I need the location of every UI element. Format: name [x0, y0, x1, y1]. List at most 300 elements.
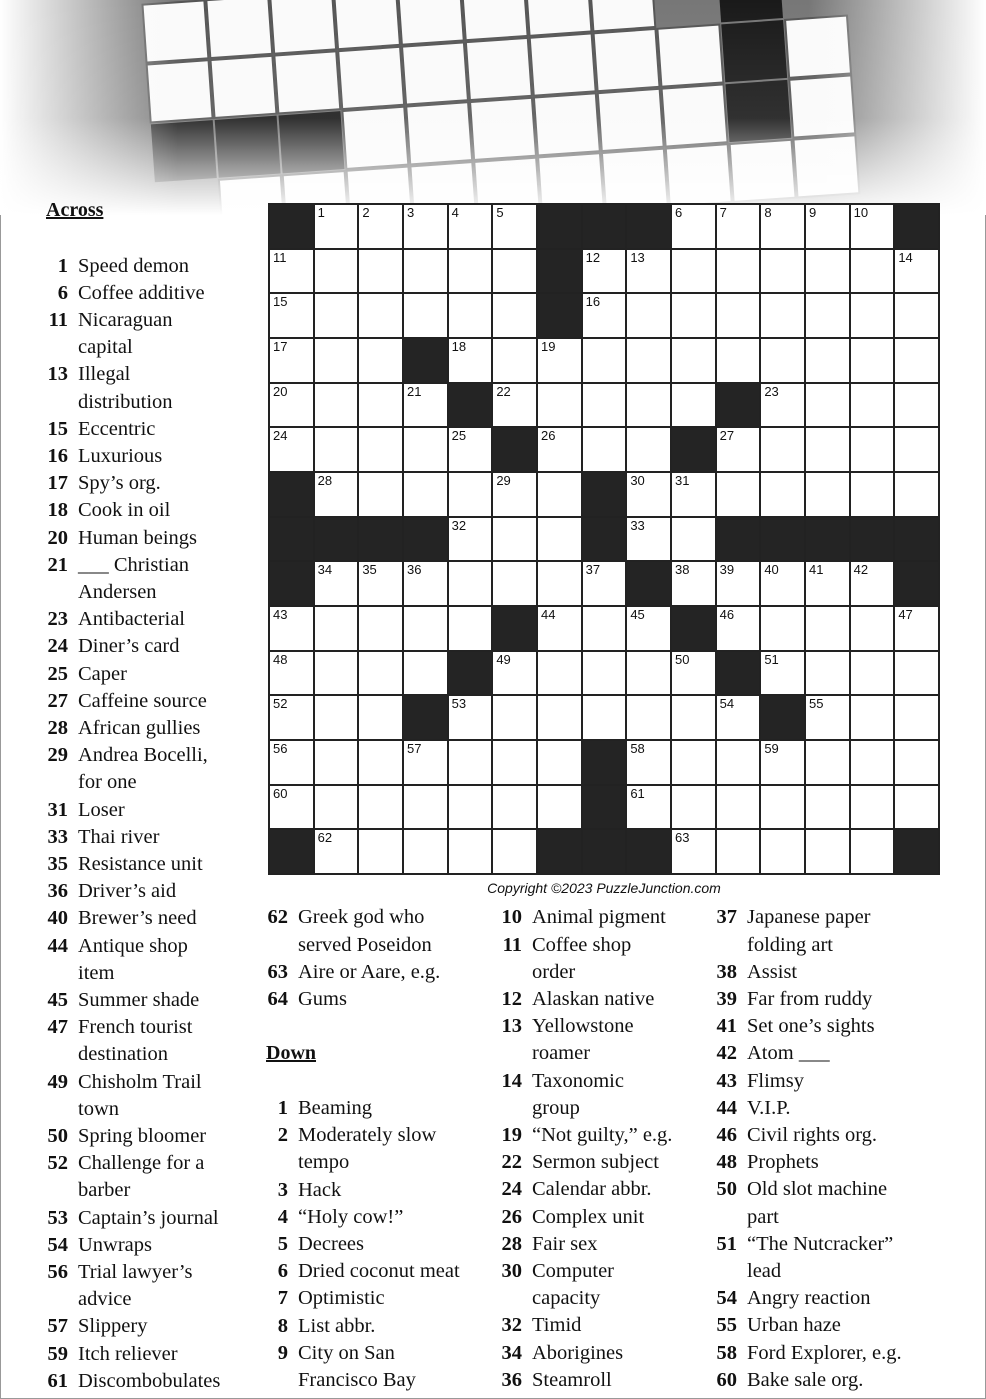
- grid-cell[interactable]: [672, 652, 715, 695]
- grid-cell[interactable]: [359, 473, 402, 516]
- grid-cell[interactable]: [627, 786, 670, 829]
- clue-text: Cook in oil: [78, 499, 171, 522]
- clue-text: “The Nutcracker”: [747, 1232, 894, 1255]
- grid-cell[interactable]: [627, 696, 670, 739]
- grid-cell[interactable]: [895, 428, 938, 471]
- black-square: [895, 518, 938, 561]
- cell-number: 26: [541, 428, 556, 444]
- grid-cell[interactable]: [806, 830, 849, 873]
- grid-cell[interactable]: [583, 696, 626, 739]
- grid-cell[interactable]: [315, 696, 358, 739]
- clue-number: 26: [501, 1205, 522, 1228]
- grid-cell[interactable]: [627, 339, 670, 382]
- clue-text: capacity: [532, 1287, 601, 1310]
- grid-cell[interactable]: [851, 607, 894, 650]
- cell-number: 2: [362, 205, 370, 220]
- grid-cell[interactable]: [761, 205, 804, 248]
- black-square: [583, 518, 626, 561]
- grid-cell[interactable]: [449, 339, 492, 382]
- grid-cell[interactable]: [359, 696, 402, 739]
- grid-cell[interactable]: [315, 830, 358, 873]
- clue-number: 6: [277, 1260, 288, 1283]
- grid-cell[interactable]: [493, 562, 536, 605]
- grid-cell[interactable]: [359, 428, 402, 471]
- grid-cell[interactable]: [895, 607, 938, 650]
- grid-cell[interactable]: [270, 384, 313, 427]
- grid-cell[interactable]: [806, 652, 849, 695]
- clue-number: 38: [716, 960, 737, 983]
- cell-number: 13: [630, 249, 645, 265]
- clue-text: List abbr.: [298, 1314, 376, 1337]
- grid-cell[interactable]: [761, 473, 804, 516]
- clue-text: capital: [78, 336, 133, 359]
- grid-cell[interactable]: [851, 428, 894, 471]
- clue-number: 37: [716, 906, 737, 929]
- grid-cell[interactable]: [449, 607, 492, 650]
- grid-cell[interactable]: [895, 696, 938, 739]
- black-square: [270, 473, 313, 516]
- grid-cell[interactable]: [359, 339, 402, 382]
- black-square: [895, 562, 938, 605]
- grid-cell[interactable]: [806, 428, 849, 471]
- black-square: [583, 830, 626, 873]
- grid-cell[interactable]: [895, 384, 938, 427]
- grid-cell[interactable]: [583, 294, 626, 337]
- grid-cell[interactable]: [538, 339, 581, 382]
- grid-cell[interactable]: [851, 741, 894, 784]
- grid-cell[interactable]: [806, 696, 849, 739]
- clue-text: Taxonomic: [532, 1069, 624, 1092]
- grid-cell[interactable]: [672, 830, 715, 873]
- cell-number: 60: [273, 785, 288, 801]
- grid-cell[interactable]: [717, 696, 760, 739]
- clue-number: 25: [47, 662, 68, 685]
- black-square: [627, 830, 670, 873]
- grid-cell[interactable]: [359, 786, 402, 829]
- grid-cell[interactable]: [627, 741, 670, 784]
- clue-number: 21: [47, 553, 68, 576]
- grid-cell[interactable]: [761, 741, 804, 784]
- clue-text: Steamroll: [532, 1368, 612, 1391]
- grid-cell[interactable]: [449, 428, 492, 471]
- clue-text: Slippery: [78, 1315, 148, 1338]
- grid-cell[interactable]: [359, 294, 402, 337]
- clue-text: Antibacterial: [78, 608, 186, 631]
- clue-number: 43: [716, 1069, 737, 1092]
- black-square: [851, 518, 894, 561]
- clue-text: Diner’s card: [78, 635, 180, 658]
- clue-number: 27: [47, 689, 68, 712]
- grid-cell[interactable]: [404, 473, 447, 516]
- grid-cell[interactable]: [627, 428, 670, 471]
- grid-cell[interactable]: [672, 250, 715, 293]
- grid-cell[interactable]: [315, 250, 358, 293]
- grid-cell[interactable]: [627, 607, 670, 650]
- grid-cell[interactable]: [627, 518, 670, 561]
- clue-text: Challenge for a: [78, 1152, 205, 1175]
- grid-cell[interactable]: [493, 696, 536, 739]
- grid-cell[interactable]: [717, 562, 760, 605]
- clue-text: folding art: [747, 933, 833, 956]
- grid-cell[interactable]: [717, 830, 760, 873]
- grid-cell[interactable]: [449, 830, 492, 873]
- grid-cell[interactable]: [538, 384, 581, 427]
- grid-cell[interactable]: [717, 250, 760, 293]
- grid-cell[interactable]: [359, 562, 402, 605]
- cell-number: 57: [407, 741, 422, 756]
- grid-cell[interactable]: [359, 205, 402, 248]
- cell-number: 17: [273, 339, 288, 354]
- cell-number: 12: [585, 249, 601, 265]
- clue-number: 53: [47, 1206, 68, 1229]
- grid-cell[interactable]: [672, 696, 715, 739]
- clue-number: 61: [47, 1369, 68, 1392]
- grid-cell[interactable]: [270, 741, 313, 784]
- black-square: [404, 518, 447, 561]
- black-square: [627, 205, 670, 248]
- cell-number: 55: [809, 696, 824, 712]
- grid-cell[interactable]: [404, 250, 447, 293]
- grid-cell[interactable]: [493, 830, 536, 873]
- grid-cell[interactable]: [538, 518, 581, 561]
- grid-cell[interactable]: [449, 741, 492, 784]
- clue-text: destination: [78, 1043, 168, 1066]
- grid-cell[interactable]: [538, 696, 581, 739]
- clue-text: Andersen: [78, 580, 157, 603]
- grid-cell[interactable]: [851, 473, 894, 516]
- grid-cell[interactable]: [449, 786, 492, 829]
- grid-cell[interactable]: [627, 384, 670, 427]
- grid-cell[interactable]: [761, 384, 804, 427]
- cell-number: 6: [675, 205, 683, 220]
- grid-cell[interactable]: [449, 473, 492, 516]
- copyright: Copyright ©2023 PuzzleJunction.com: [487, 880, 721, 896]
- grid-cell[interactable]: [493, 339, 536, 382]
- cell-number: 46: [719, 607, 735, 622]
- grid-cell[interactable]: [359, 384, 402, 427]
- grid-cell[interactable]: [851, 830, 894, 873]
- grid-cell[interactable]: [315, 384, 358, 427]
- grid-cell[interactable]: [672, 562, 715, 605]
- grid-cell[interactable]: [404, 652, 447, 695]
- grid-cell[interactable]: [583, 384, 626, 427]
- grid-cell[interactable]: [717, 428, 760, 471]
- grid-cell[interactable]: [717, 741, 760, 784]
- grid-cell[interactable]: [538, 562, 581, 605]
- clue-number: 11: [48, 309, 68, 331]
- black-square: [270, 205, 313, 248]
- grid-cell[interactable]: [449, 696, 492, 739]
- grid-cell[interactable]: [315, 473, 358, 516]
- grid-cell[interactable]: [538, 428, 581, 471]
- clue-number: 63: [267, 960, 288, 983]
- grid-cell[interactable]: [315, 741, 358, 784]
- grid-cell[interactable]: [538, 741, 581, 784]
- clue-number: 5: [277, 1233, 288, 1255]
- grid-cell[interactable]: [359, 652, 402, 695]
- grid-cell[interactable]: [761, 607, 804, 650]
- grid-cell[interactable]: [851, 384, 894, 427]
- grid-cell[interactable]: [493, 652, 536, 695]
- grid-cell[interactable]: [806, 294, 849, 337]
- grid-cell[interactable]: [359, 607, 402, 650]
- grid-cell[interactable]: [270, 607, 313, 650]
- clue-text: Aborigines: [532, 1341, 624, 1364]
- clue-text: Angry reaction: [747, 1287, 871, 1310]
- clue-number: 20: [47, 526, 68, 549]
- clue-text: Greek god who: [298, 906, 425, 929]
- grid-cell[interactable]: [270, 786, 313, 829]
- black-square: [404, 696, 447, 739]
- grid-cell[interactable]: [493, 250, 536, 293]
- clue-text: Captain’s journal: [78, 1206, 219, 1229]
- grid-cell[interactable]: [404, 384, 447, 427]
- grid-cell[interactable]: [761, 428, 804, 471]
- grid-cell[interactable]: [672, 786, 715, 829]
- grid-cell[interactable]: [672, 339, 715, 382]
- grid-cell[interactable]: [806, 384, 849, 427]
- grid-cell[interactable]: [717, 205, 760, 248]
- clue-number: 28: [501, 1232, 522, 1255]
- grid-cell[interactable]: [672, 473, 715, 516]
- grid-cell[interactable]: [538, 786, 581, 829]
- clue-text: Andrea Bocelli,: [78, 744, 208, 767]
- clue-text: distribution: [78, 390, 173, 413]
- grid-cell[interactable]: [359, 741, 402, 784]
- grid-cell[interactable]: [449, 250, 492, 293]
- grid-cell[interactable]: [761, 786, 804, 829]
- black-square: [717, 384, 760, 427]
- grid-cell[interactable]: [583, 339, 626, 382]
- grid-cell[interactable]: [315, 294, 358, 337]
- clue-number: 1: [277, 1097, 288, 1119]
- grid-cell[interactable]: [270, 428, 313, 471]
- black-square: [895, 830, 938, 873]
- grid-cell[interactable]: [315, 339, 358, 382]
- clue-number: 59: [47, 1342, 68, 1365]
- black-square: [359, 518, 402, 561]
- grid-cell[interactable]: [404, 428, 447, 471]
- grid-cell[interactable]: [315, 607, 358, 650]
- grid-cell[interactable]: [449, 562, 492, 605]
- grid-cell[interactable]: [851, 652, 894, 695]
- clue-text: group: [532, 1096, 580, 1119]
- grid-cell[interactable]: [359, 830, 402, 873]
- grid-cell[interactable]: [761, 830, 804, 873]
- grid-cell[interactable]: [851, 786, 894, 829]
- black-square: [538, 205, 581, 248]
- grid-cell[interactable]: [583, 607, 626, 650]
- grid-cell[interactable]: [583, 652, 626, 695]
- clue-text: Spring bloomer: [78, 1125, 207, 1147]
- grid-cell[interactable]: [806, 607, 849, 650]
- grid-cell[interactable]: [851, 294, 894, 337]
- grid-cell[interactable]: [806, 562, 849, 605]
- grid-cell[interactable]: [761, 652, 804, 695]
- clue-text: item: [78, 961, 115, 984]
- cell-number: 8: [764, 205, 772, 220]
- cell-number: 54: [719, 696, 735, 712]
- grid-cell[interactable]: [806, 473, 849, 516]
- grid-cell[interactable]: [806, 786, 849, 829]
- black-square: [717, 518, 760, 561]
- clue-number: 17: [47, 472, 68, 495]
- grid-cell[interactable]: [583, 428, 626, 471]
- grid-cell[interactable]: [895, 473, 938, 516]
- grid-cell[interactable]: [315, 205, 358, 248]
- cell-number: 50: [675, 651, 690, 667]
- clue-number: 8: [277, 1314, 288, 1337]
- grid-cell[interactable]: [895, 741, 938, 784]
- grid-cell[interactable]: [717, 339, 760, 382]
- grid-cell[interactable]: [806, 339, 849, 382]
- cell-number: 15: [273, 294, 288, 310]
- grid-cell[interactable]: [493, 741, 536, 784]
- grid-cell[interactable]: [627, 250, 670, 293]
- clue-number: 24: [47, 635, 68, 658]
- grid-cell[interactable]: [270, 250, 313, 293]
- grid-cell[interactable]: [404, 205, 447, 248]
- cell-number: 22: [496, 383, 511, 399]
- cell-number: 10: [853, 205, 869, 220]
- grid-cell[interactable]: [895, 250, 938, 293]
- clue-number: 39: [716, 988, 737, 1010]
- cell-number: 47: [898, 607, 913, 622]
- grid-cell[interactable]: [761, 294, 804, 337]
- clue-text: Unwraps: [78, 1233, 153, 1256]
- crossword-grid[interactable]: [268, 203, 940, 875]
- cell-number: 43: [273, 607, 288, 622]
- clue-text: lead: [747, 1259, 782, 1282]
- grid-cell[interactable]: [449, 518, 492, 561]
- grid-cell[interactable]: [270, 652, 313, 695]
- grid-cell[interactable]: [717, 473, 760, 516]
- grid-cell[interactable]: [538, 607, 581, 650]
- black-square: [449, 384, 492, 427]
- cell-number: 7: [719, 205, 727, 220]
- clue-text: African gullies: [78, 717, 201, 739]
- clue-text: town: [78, 1097, 119, 1120]
- grid-cell[interactable]: [359, 250, 402, 293]
- grid-cell[interactable]: [315, 652, 358, 695]
- grid-cell[interactable]: [672, 294, 715, 337]
- grid-cell[interactable]: [895, 652, 938, 695]
- grid-cell[interactable]: [717, 294, 760, 337]
- clue-text: Chisholm Trail: [78, 1070, 202, 1093]
- grid-cell[interactable]: [493, 518, 536, 561]
- grid-cell[interactable]: [493, 786, 536, 829]
- grid-cell[interactable]: [538, 473, 581, 516]
- grid-cell[interactable]: [270, 696, 313, 739]
- clue-number: 52: [47, 1152, 68, 1175]
- clue-number: 57: [47, 1315, 68, 1338]
- grid-cell[interactable]: [761, 250, 804, 293]
- grid-cell[interactable]: [627, 652, 670, 695]
- grid-cell[interactable]: [404, 294, 447, 337]
- grid-cell[interactable]: [315, 428, 358, 471]
- clue-number: 18: [47, 499, 68, 522]
- grid-cell[interactable]: [404, 741, 447, 784]
- grid-cell[interactable]: [761, 562, 804, 605]
- grid-cell[interactable]: [895, 294, 938, 337]
- grid-cell[interactable]: [895, 786, 938, 829]
- grid-cell[interactable]: [851, 339, 894, 382]
- grid-cell[interactable]: [583, 562, 626, 605]
- grid-cell[interactable]: [270, 294, 313, 337]
- grid-cell[interactable]: [806, 250, 849, 293]
- grid-cell[interactable]: [717, 607, 760, 650]
- grid-cell[interactable]: [404, 607, 447, 650]
- grid-cell[interactable]: [493, 384, 536, 427]
- grid-cell[interactable]: [806, 741, 849, 784]
- grid-cell[interactable]: [315, 562, 358, 605]
- clue-text: Sermon subject: [532, 1151, 659, 1174]
- clue-number: 50: [716, 1178, 737, 1201]
- clue-text: Set one’s sights: [747, 1015, 875, 1038]
- clue-text: Eccentric: [78, 417, 156, 440]
- clue-text: Antique shop: [78, 934, 188, 957]
- grid-cell[interactable]: [404, 830, 447, 873]
- clue-text: advice: [78, 1288, 132, 1311]
- grid-cell[interactable]: [895, 339, 938, 382]
- grid-cell[interactable]: [806, 205, 849, 248]
- decorative-grid-banner: [0, 0, 986, 215]
- clue-number: 56: [47, 1261, 68, 1283]
- grid-cell[interactable]: [538, 652, 581, 695]
- grid-cell[interactable]: [627, 294, 670, 337]
- cell-number: 34: [317, 562, 333, 578]
- black-square: [627, 562, 670, 605]
- clue-text: City on San: [298, 1341, 395, 1364]
- grid-cell[interactable]: [404, 786, 447, 829]
- grid-cell[interactable]: [493, 205, 536, 248]
- black-square: [538, 830, 581, 873]
- grid-cell[interactable]: [583, 250, 626, 293]
- black-square: [270, 562, 313, 605]
- clue-text: Atom ___: [747, 1042, 830, 1065]
- grid-cell[interactable]: [672, 384, 715, 427]
- grid-cell[interactable]: [404, 562, 447, 605]
- clue-number: 22: [501, 1151, 522, 1174]
- cell-number: 56: [273, 741, 288, 756]
- grid-cell[interactable]: [717, 786, 760, 829]
- cell-number: 3: [407, 205, 415, 220]
- black-square: [449, 652, 492, 695]
- grid-cell[interactable]: [851, 562, 894, 605]
- grid-cell[interactable]: [851, 696, 894, 739]
- clue-number: 33: [47, 825, 68, 848]
- cell-number: 16: [585, 294, 601, 310]
- clue-number: 41: [716, 1015, 737, 1038]
- grid-cell[interactable]: [493, 473, 536, 516]
- grid-cell[interactable]: [493, 294, 536, 337]
- cell-number: 4: [451, 205, 459, 220]
- clue-number: 15: [47, 417, 68, 440]
- grid-cell[interactable]: [672, 518, 715, 561]
- grid-cell[interactable]: [627, 473, 670, 516]
- grid-cell[interactable]: [315, 786, 358, 829]
- clue-text: “Holy cow!”: [298, 1205, 404, 1228]
- grid-cell[interactable]: [672, 205, 715, 248]
- grid-cell[interactable]: [449, 294, 492, 337]
- grid-cell[interactable]: [851, 205, 894, 248]
- grid-cell[interactable]: [672, 741, 715, 784]
- grid-cell[interactable]: [449, 205, 492, 248]
- clue-text: for one: [78, 771, 137, 794]
- grid-cell[interactable]: [851, 250, 894, 293]
- grid-cell[interactable]: [270, 339, 313, 382]
- grid-cell[interactable]: [761, 339, 804, 382]
